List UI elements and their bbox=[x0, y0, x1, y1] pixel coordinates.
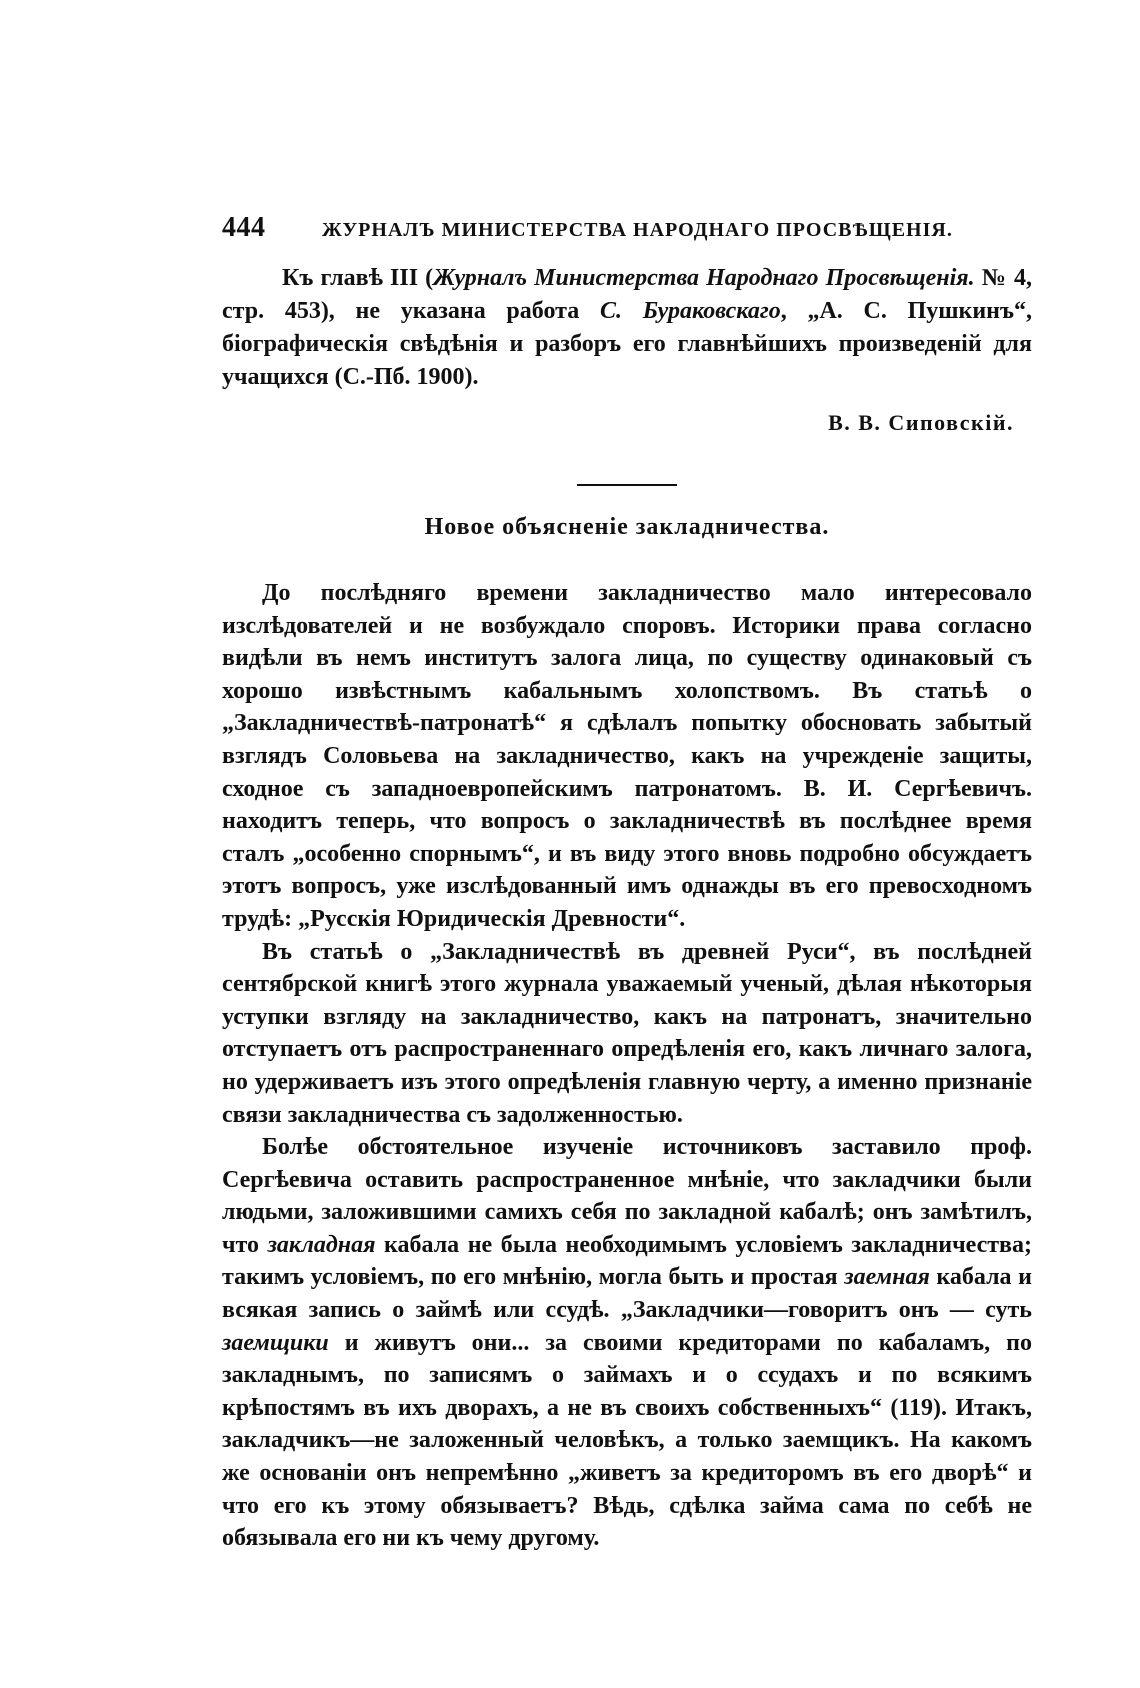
article-title: Новое объясненіе закладничества. bbox=[424, 514, 830, 540]
page-header bbox=[222, 212, 1032, 244]
note-text-5: , „А. С. Пушкинъ“, біографическія свѣдѣнія и разборъ его главнѣйшихъ произведеній для учащихся (С.-Пб. 1900). bbox=[222, 298, 1032, 390]
p3-text-e: кабала и всякая запись о займѣ или ссудѣ. „Закладчики—говоритъ онъ — суть bbox=[222, 1264, 1032, 1324]
p3-text-c: кабала не была необходимымъ условіемъ закладничества; такимъ условіемъ, по его мнѣнію, могла быть и простая bbox=[222, 1231, 1032, 1291]
note-text-3: № 4, стр. 453), не указана работа bbox=[222, 265, 1032, 324]
note-journal-title: Журналъ Министерства Народнаго Просвѣщенія. bbox=[433, 265, 975, 291]
section-divider bbox=[577, 484, 677, 486]
p3-italic-zakladnaya: закладная bbox=[267, 1231, 376, 1258]
p3-italic-zaemshchiki: заемщики bbox=[222, 1329, 329, 1356]
bibliographic-note bbox=[222, 262, 1032, 394]
p3-text-a: Болѣе обстоятельное изученіе источниковъ заставило проф. Сергѣевича оставить распространенное мнѣніе, что закладчики были людьми, заложившими самихъ себя по закладной кабалѣ; онъ замѣтилъ, что bbox=[222, 1134, 1032, 1258]
p3-text-g: и живутъ они... за своими кредиторами по кабаламъ, по закладнымъ, по записямъ о займахъ и о ссудахъ и по всякимъ крѣпостямъ въ ихъ дворахъ, а не въ своихъ собственныхъ“ (119). Итакъ, закладчикъ—не заложенный человѣкъ, а только заемщикъ. На какомъ же основаніи онъ непремѣнно „живетъ за кредиторомъ въ его дворѣ“ и что его къ этому обязываетъ? Вѣдь, сдѣлка займа сама по себѣ не обязывала его ни къ чему другому. bbox=[222, 1329, 1032, 1552]
note-signature: В. В. Сиповскій. bbox=[828, 410, 1014, 435]
page-number: 444 bbox=[222, 212, 266, 243]
p3-italic-zaemnaya: заемная bbox=[844, 1264, 930, 1291]
note-text-1: Къ главѣ III ( bbox=[282, 265, 434, 291]
paragraph-3 bbox=[222, 1131, 1032, 1555]
page bbox=[222, 212, 1032, 1555]
paragraph-2: Въ статьѣ о „Закладничествѣ въ древней Руси“, въ послѣдней сентябрской книгѣ этого журнала уважаемый ученый, дѣлая нѣкоторыя уступки взгляду на закладничество, какъ на патронатъ, значительно отступаетъ отъ распространеннаго опредѣленія его, какъ личнаго залога, но удерживаетъ изъ этого опредѣленія главную черту, а именно признаніе связи закладничества съ задолженностью. bbox=[222, 938, 1032, 1128]
note-author: С. Бураковскаго bbox=[599, 298, 781, 324]
paragraph-1: До послѣдняго времени закладничество мало интересовало изслѣдователей и не возбуждало споровъ. Историки права согласно видѣли въ немъ институтъ залога лица, по существу одинаковый съ хорошо извѣстнымъ кабальнымъ холопствомъ. Въ статьѣ о „Закладничествѣ-патронатѣ“ я сдѣлалъ попытку обосновать забытый взглядъ Соловьева на закладничество, какъ на учрежденіе защиты, сходное съ западноевропейскимъ патронатомъ. В. И. Сергѣевичъ. находитъ теперь, что вопросъ о закладничествѣ въ послѣднее время сталъ „особенно спорнымъ“, и въ виду этого вновь подробно обсуждаетъ этотъ вопросъ, уже изслѣдованный имъ однажды въ его превосходномъ трудѣ: „Русскія Юридическія Древности“. bbox=[222, 580, 1032, 932]
running-title: ЖУРНАЛЪ МИНИСТЕРСТВА НАРОДНАГО ПРОСВѢЩЕНІЯ. bbox=[322, 219, 953, 241]
